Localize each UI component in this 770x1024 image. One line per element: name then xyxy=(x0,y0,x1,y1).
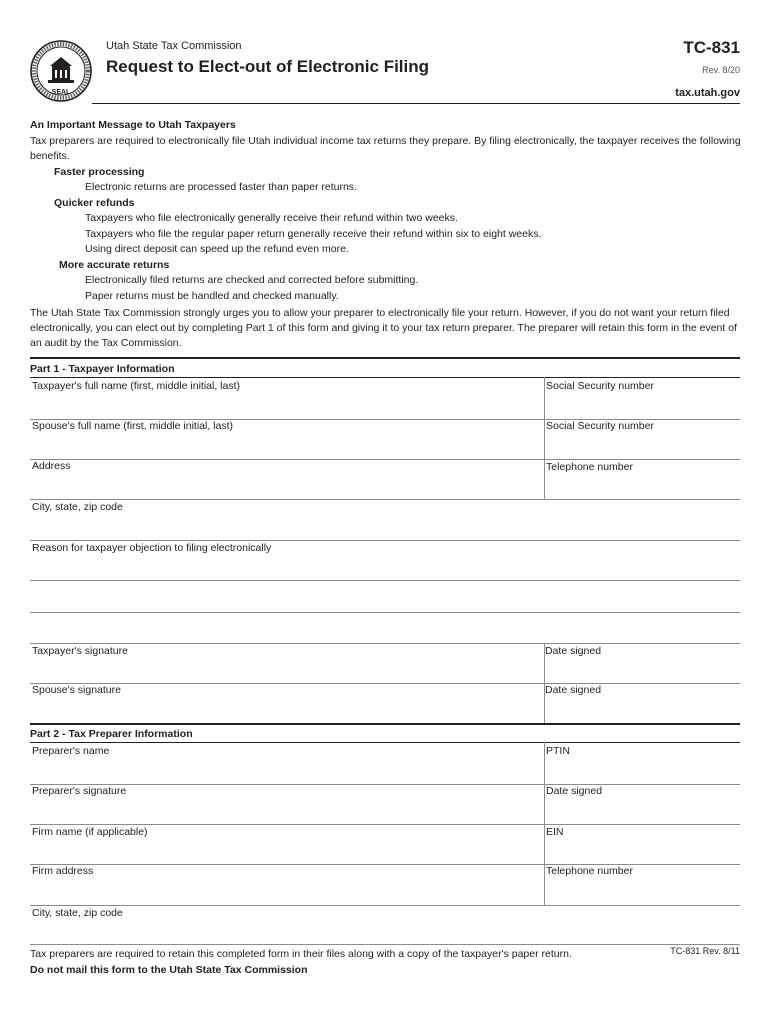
spouse-ssn-field[interactable]: Social Security number xyxy=(546,420,654,432)
benefit-item: Paper returns must be handled and checked manually. xyxy=(85,289,339,302)
taxpayer-message xyxy=(30,118,742,351)
preparer-date-field[interactable]: Date signed xyxy=(546,785,603,797)
reason-line[interactable] xyxy=(30,580,740,581)
field-rule xyxy=(30,683,740,684)
benefit-item: Using direct deposit can speed up the refund even more. xyxy=(85,243,349,255)
field-separator xyxy=(544,784,545,824)
preparer-signature-field[interactable]: Preparer's signature xyxy=(32,785,127,797)
taxpayer-signature-field[interactable]: Taxpayer's signature xyxy=(32,645,128,657)
preparer-name-field[interactable]: Preparer's name xyxy=(32,745,110,757)
retain-note: Tax preparers are required to retain this completed form in their files along with a copy of the taxpayer's paper return. xyxy=(30,948,572,960)
part2-divider xyxy=(30,723,740,725)
part1-heading-rule xyxy=(30,377,740,378)
benefit-title: Faster processing xyxy=(54,165,145,178)
message-closing: The Utah State Tax Commission strongly urges you to allow your preparer to electronically file your return. However, if you do not want your return filed electronically, you can elect out by completing Part 1 of this form and giving it to your tax return preparer. The preparer will retain this form in the event of an audit by the Tax Commission. xyxy=(30,307,737,349)
field-rule xyxy=(30,784,740,785)
ptin-field[interactable]: PTIN xyxy=(546,745,570,757)
field-separator xyxy=(544,377,545,419)
website-link[interactable]: tax.utah.gov xyxy=(675,87,740,99)
benefit-item: Taxpayers who file electronically generally receive their refund within two weeks. xyxy=(85,212,458,224)
form-number: TC-831 xyxy=(683,38,740,57)
part1-divider xyxy=(30,357,740,359)
footer-divider xyxy=(30,944,740,945)
objection-reason-field[interactable]: Reason for taxpayer objection to filing electronically xyxy=(32,542,272,554)
mail-note: Do not mail this form to the Utah State Tax Commission xyxy=(30,964,308,976)
agency-name: Utah State Tax Commission xyxy=(106,40,242,52)
field-separator xyxy=(544,419,545,459)
taxpayer-ssn-field[interactable]: Social Security number xyxy=(546,380,654,392)
message-intro: Tax preparers are required to electronically file Utah individual income tax returns they prepare. By filing electronically, the taxpayer receives the following benefits. xyxy=(30,134,741,162)
telephone-field[interactable]: Telephone number xyxy=(546,461,633,473)
address-field[interactable]: Address xyxy=(32,460,71,472)
revision-date: Rev. 8/20 xyxy=(702,65,740,75)
part2-heading: Part 2 - Tax Preparer Information xyxy=(30,728,193,740)
benefit-item: Taxpayers who file the regular paper return generally receive their refund within six to eight weeks. xyxy=(85,227,542,240)
field-rule xyxy=(30,540,740,541)
part2-heading-rule xyxy=(30,742,740,743)
part1-heading: Part 1 - Taxpayer Information xyxy=(30,363,175,375)
benefit-item: Electronically filed returns are checked and corrected before submitting. xyxy=(85,274,419,286)
field-rule xyxy=(30,643,740,644)
spouse-date-field[interactable]: Date signed xyxy=(545,684,602,696)
ein-field[interactable]: EIN xyxy=(546,826,564,838)
benefit-title: More accurate returns xyxy=(59,258,170,271)
benefit-item: Electronic returns are processed faster than paper returns. xyxy=(85,181,357,193)
field-rule xyxy=(30,824,740,825)
city-state-zip-field[interactable]: City, state, zip code xyxy=(32,501,123,513)
firm-city-state-zip-field[interactable]: City, state, zip code xyxy=(32,907,123,919)
reason-line[interactable] xyxy=(30,612,740,613)
firm-telephone-field[interactable]: Telephone number xyxy=(546,865,633,877)
message-heading: An Important Message to Utah Taxpayers xyxy=(30,119,236,131)
spouse-name-field[interactable]: Spouse's full name (first, middle initial, last) xyxy=(32,420,233,432)
field-rule xyxy=(30,864,740,865)
footer-revision: TC-831 Rev. 8/11 xyxy=(670,946,740,956)
form-title: Request to Elect-out of Electronic Filing xyxy=(106,57,430,76)
benefit-title: Quicker refunds xyxy=(54,196,135,209)
firm-name-field[interactable]: Firm name (if applicable) xyxy=(32,826,148,838)
header-divider xyxy=(92,103,740,104)
field-rule xyxy=(30,499,740,500)
svg-text:SEAL: SEAL xyxy=(51,89,71,96)
taxpayer-name-field[interactable]: Taxpayer's full name (first, middle initial, last) xyxy=(32,380,240,392)
field-separator xyxy=(544,864,545,905)
field-rule xyxy=(30,459,740,460)
field-rule xyxy=(30,905,740,906)
utah-state-seal-icon xyxy=(30,40,92,102)
taxpayer-date-field[interactable]: Date signed xyxy=(545,645,602,657)
field-separator xyxy=(544,742,545,784)
field-separator xyxy=(544,459,545,499)
firm-address-field[interactable]: Firm address xyxy=(32,865,94,877)
field-separator xyxy=(544,824,545,864)
spouse-signature-field[interactable]: Spouse's signature xyxy=(32,684,121,696)
